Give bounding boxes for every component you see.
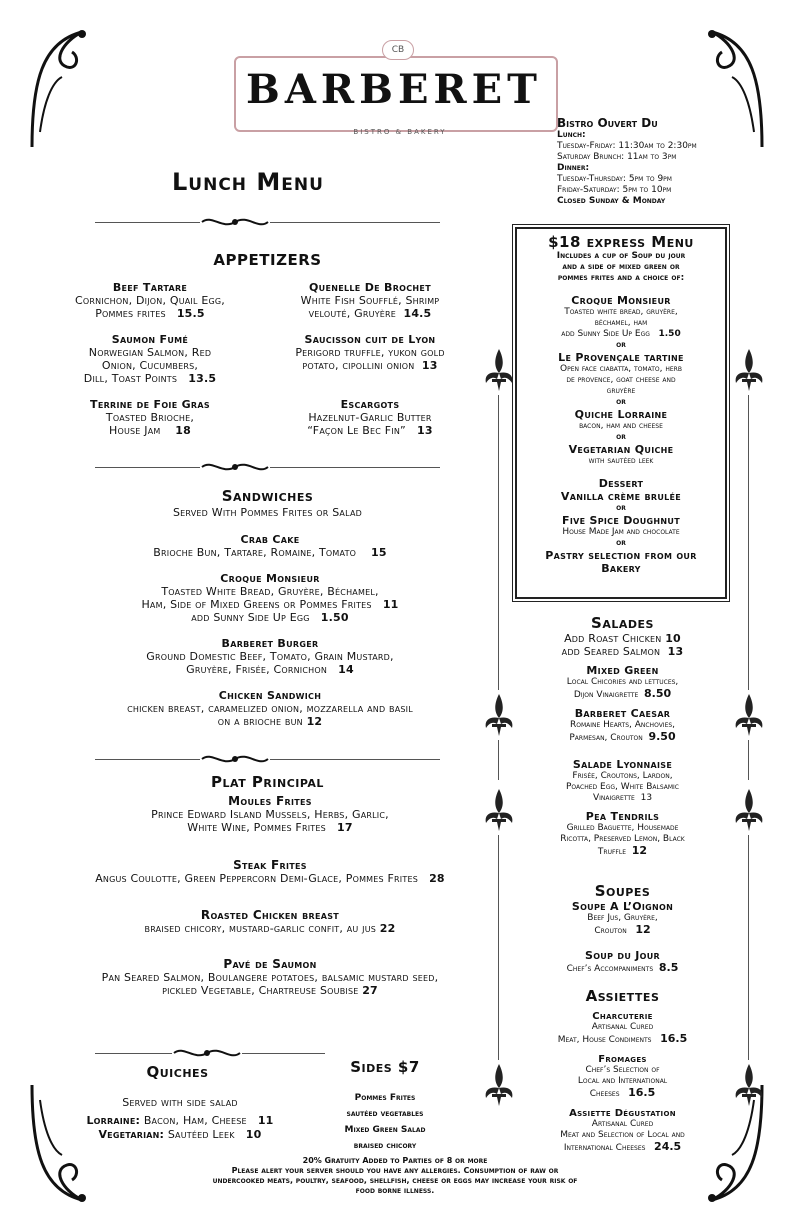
sandwich-price: 15 [370, 546, 387, 559]
sides-heading: Sides $7 [350, 1058, 420, 1076]
logo-name: BARBERET [246, 66, 542, 113]
sandwich-title: Chicken Sandwich [218, 689, 322, 702]
appetizer-desc: Toasted Brioche, [105, 411, 195, 424]
appetizer-title: Quenelle De Brochet [309, 281, 431, 294]
express-item-price: 1.50 [658, 329, 681, 339]
salades-heading: Salades [591, 614, 654, 632]
plat-price: 28 [429, 872, 445, 885]
express-or: or [616, 503, 626, 513]
salade-addon: Add Roast Chicken [564, 632, 662, 645]
quiche-veg-price: 10 [245, 1128, 262, 1141]
express-or: or [616, 432, 626, 442]
express-or: or [616, 397, 626, 407]
sandwich-price: 1.50 [320, 611, 349, 624]
sandwich-desc: Ham, Side of Mixed Greens or Pommes Frites [141, 598, 372, 611]
assiette-desc: Local and International [577, 1076, 668, 1086]
footer-line: 20% Gratuity Added to Parties of 8 or more [302, 1156, 488, 1165]
footer-line: food borne illness. [355, 1186, 435, 1195]
hours-dinner-1: Tuesday-Thursday: 5pm to 9pm [557, 174, 672, 184]
plat-desc: Prince Edward Island Mussels, Herbs, Garlic, [151, 808, 389, 821]
express-item-desc: add Sunny Side Up Egg [561, 329, 650, 339]
quiche-lorraine-price: 11 [257, 1114, 274, 1127]
assiette-desc: Artisanal Cured [591, 1119, 654, 1129]
assiettes-heading: Assiettes [585, 987, 660, 1005]
quiche-vegetarian [40, 1128, 320, 1141]
footer-line: undercooked meats, poultry, seafood, shellfish, cheese or eggs may increase your risk of [212, 1176, 578, 1185]
soupe-title: Soup du Jour [584, 949, 661, 962]
logo-monogram: CB [382, 40, 414, 60]
assiette-title: Fromages [598, 1054, 647, 1065]
express-or: or [616, 538, 626, 548]
appetizer-price: 18 [175, 424, 191, 437]
express-item-title: Le Provençale tartine [558, 351, 684, 364]
salades-column [520, 614, 725, 858]
appetizer-desc: Hazelnut-Garlic Butter [308, 411, 432, 424]
soupes-column [520, 882, 725, 975]
plat-title: Steak Frites [233, 858, 307, 872]
assiette-price: 24.5 [654, 1140, 682, 1153]
sandwich-item [40, 533, 500, 559]
salade-title: Mixed Green [586, 664, 659, 677]
salade-price: 12 [631, 844, 648, 857]
assiette-desc: Meat and Selection of Local and [560, 1130, 685, 1140]
salade-title: Salade Lyonnaise [572, 758, 673, 771]
assiette-desc: International Cheeses [563, 1143, 646, 1153]
vertical-rule [498, 835, 499, 1060]
plat-desc: pickled Vegetable, Chartreuse Soubise [162, 984, 359, 997]
sandwich-desc: on a brioche bun [217, 715, 303, 728]
appetizer-desc: velouté, Gruyère [308, 307, 397, 320]
express-item-desc: de provence, goat cheese and [566, 375, 676, 385]
ornament-icon [172, 1045, 242, 1061]
hours-dinner-2: Friday-Saturday: 5pm to 10pm [557, 185, 672, 195]
express-item-title: Five Spice Doughnut [562, 514, 680, 527]
plat-title: Moules Frites [228, 794, 312, 808]
footer-notice [160, 1156, 630, 1196]
express-item-desc: béchamel, ham [594, 318, 648, 328]
appetizer-item [40, 398, 260, 437]
sandwich-desc: Gruyère, Frisée, Cornichon [186, 663, 328, 676]
vertical-rule [748, 740, 749, 780]
sandwich-title: Croque Monsieur [220, 572, 320, 585]
express-item-title: Quiche Lorraine [574, 408, 668, 421]
salade-desc: Local Chicories and lettuces, [566, 677, 679, 687]
plat-price: 27 [362, 984, 378, 997]
salade-title: Pea Tendrils [585, 810, 660, 823]
hours-closed: Closed Sunday & Monday [557, 196, 666, 206]
soupe-price: 8.5 [658, 961, 679, 974]
appetizer-title: Beef Tartare [112, 281, 188, 294]
salade-addon-price: 13 [667, 645, 684, 658]
hours-dinner-label: Dinner: [557, 163, 590, 173]
appetizer-desc: “Façon Le Bec Fin” [307, 424, 406, 437]
plat-desc: White Wine, Pommes Frites [187, 821, 326, 834]
sandwich-price: 11 [382, 598, 399, 611]
plat-desc: Angus Coulotte, Green Peppercorn Demi-Glace, Pommes Frites [95, 872, 418, 885]
quiches-subtitle: Served with side salad [122, 1096, 238, 1109]
assiette-desc: Meat, House Condiments [557, 1035, 652, 1045]
salade-price: 8.50 [644, 687, 672, 700]
fleur-de-lis-icon [482, 785, 516, 835]
appetizer-price: 14.5 [403, 307, 432, 320]
express-item-desc: with sautéed leek [588, 456, 654, 466]
soupe-desc: Chef’s Accompaniments [566, 964, 654, 974]
express-intro: Includes a cup of Soup du jour [556, 251, 686, 261]
vertical-rule [748, 395, 749, 690]
side-item: sautéed vegetables [346, 1109, 424, 1119]
appetizer-item [40, 333, 260, 385]
plat-desc: Pan Seared Salmon, Boulangere potatoes, balsamic mustard seed, [101, 971, 439, 984]
salade-desc: Vinaigrette [592, 793, 635, 803]
sandwich-item [40, 572, 500, 624]
express-item-desc: Open face ciabatta, tomato, herb [560, 364, 682, 374]
soupe-desc: Crouton [594, 926, 627, 936]
express-item-desc: House Made Jam and chocolate [562, 527, 680, 537]
assiette-price: 16.5 [628, 1086, 656, 1099]
express-intro: pommes frites and a choice of: [557, 273, 685, 283]
hours-lunch-2: Saturday Brunch: 11am to 3pm [557, 152, 677, 162]
ornament-icon [200, 751, 270, 767]
menu-title: Lunch Menu [172, 168, 324, 196]
sandwich-desc: Ground Domestic Beef, Tomato, Grain Mustard, [146, 650, 394, 663]
salade-desc: Grilled Baguette, Housemade [566, 823, 679, 833]
fleur-de-lis-icon [482, 345, 516, 395]
appetizer-title: Terrine de Foie Gras [90, 398, 210, 411]
sandwiches-heading: Sandwiches [221, 487, 314, 505]
plat-title: Roasted Chicken breast [200, 908, 340, 922]
sandwich-item [40, 689, 500, 728]
appetizer-item [40, 281, 260, 320]
soupe-desc: Beef Jus, Gruyère, [587, 913, 658, 923]
soupe-title: Soupe A L’Oignon [571, 900, 674, 913]
appetizer-title: Saucisson cuit de Lyon [304, 333, 436, 346]
plat-title: Pavé de Saumon [223, 957, 317, 971]
salade-price: 9.50 [648, 730, 676, 743]
plat-item [20, 908, 520, 935]
salade-addon-price: 10 [665, 632, 681, 645]
appetizer-desc: Cornichon, Dijon, Quail Egg, [75, 294, 225, 307]
appetizer-price: 15.5 [176, 307, 205, 320]
ornament-icon [200, 459, 270, 475]
appetizers-heading: APPETIZERS [213, 251, 322, 269]
appetizer-desc: Pommes frites [95, 307, 166, 320]
corner-flourish-top-left [22, 22, 92, 152]
express-heading: $18 express Menu [548, 233, 694, 251]
salade-desc: Romaine Hearts, Anchovies, [569, 720, 676, 730]
quiches-heading: Quiches [146, 1063, 209, 1081]
express-item-title: Vegetarian Quiche [568, 443, 674, 456]
sandwich-price: 14 [338, 663, 354, 676]
salade-desc: Truffle [597, 847, 627, 857]
appetizer-item [260, 333, 480, 372]
appetizer-desc: Onion, Cucumbers, [101, 359, 199, 372]
express-item-desc: gruyère [606, 386, 636, 396]
appetizer-desc: Norwegian Salmon, Red [88, 346, 212, 359]
quiche-lorraine-label: Lorraine: [86, 1114, 141, 1127]
salade-price: 13 [640, 793, 653, 803]
salade-desc: Parmesan, Crouton [569, 733, 643, 743]
fleur-de-lis-icon [732, 345, 766, 395]
appetizer-price: 13 [421, 359, 438, 372]
sandwiches-subtitle: Served With Pommes Frites or Salad [173, 506, 362, 519]
soupe-price: 12 [635, 923, 651, 936]
ornament-icon [200, 214, 270, 230]
quiche-veg-desc: Sautéed Leek [167, 1128, 235, 1141]
fleur-de-lis-icon [732, 785, 766, 835]
appetizer-desc: Dill, Toast Points [83, 372, 178, 385]
footer-line: Please alert your server should you have any allergies. Consumption of raw or [231, 1166, 559, 1175]
sandwich-desc: Brioche Bun, Tartare, Romaine, Tomato [153, 546, 357, 559]
assiettes-column [520, 987, 725, 1154]
hours-title: Bistro Ouvert Du [557, 116, 658, 130]
salade-desc: Poached Egg, White Balsamic [565, 782, 679, 792]
vertical-rule [748, 835, 749, 1060]
sandwich-desc: Toasted White Bread, Gruyère, Béchamel, [161, 585, 379, 598]
plat-price: 22 [379, 922, 396, 935]
appetizer-desc: potato, cipollini onion [302, 359, 415, 372]
assiette-title: Assiette Dégustation [569, 1108, 676, 1119]
appetizer-desc: House Jam [109, 424, 161, 437]
express-item-title: Vanilla crème brulée [560, 490, 682, 503]
express-menu-content [515, 233, 727, 575]
fleur-de-lis-icon [482, 690, 516, 740]
appetizer-desc: White Fish Soufflé, Shrimp [300, 294, 440, 307]
assiette-desc: Artisanal Cured [591, 1022, 654, 1032]
express-item-title: Bakery [601, 562, 641, 575]
assiette-title: Charcuterie [592, 1011, 653, 1022]
plat-item [20, 957, 520, 997]
plat-heading: Plat Principal [211, 773, 324, 791]
appetizer-item [260, 398, 480, 437]
sandwich-desc: chicken breast, caramelized onion, mozzarella and basil [127, 702, 413, 715]
express-or: or [616, 340, 626, 350]
salade-desc: Dijon Vinaigrette [573, 690, 639, 700]
plat-desc: braised chicory, mustard-garlic confit, au jus [144, 922, 377, 935]
express-item-desc: bacon, ham and cheese [579, 421, 663, 431]
quiche-lorraine-desc: Bacon, Ham, Cheese [143, 1114, 247, 1127]
appetizer-title: Saumon Fumé [111, 333, 189, 346]
fleur-de-lis-icon [732, 690, 766, 740]
plat-price: 17 [336, 821, 353, 834]
appetizer-item [260, 281, 480, 320]
express-item-title: Croque Monsieur [571, 294, 671, 307]
assiette-price: 16.5 [660, 1032, 688, 1045]
hours-lunch-label: Lunch: [557, 130, 586, 140]
express-intro: and a side of mixed green or [562, 262, 680, 272]
appetizer-desc: Perigord truffle, yukon gold [295, 346, 445, 359]
hours-lunch-1: Tuesday-Friday: 11:30am to 2:30pm [557, 141, 697, 151]
assiette-desc: Chef’s Selection of [585, 1065, 660, 1075]
express-item-title: Pastry selection from our [545, 549, 697, 562]
salade-desc: Ricotta, Preserved Lemon, Black [560, 834, 685, 844]
sandwich-item [40, 637, 500, 676]
sandwich-title: Crab Cake [240, 533, 300, 546]
fleur-de-lis-icon [482, 1060, 516, 1110]
express-item-title: Dessert [598, 477, 644, 490]
fleur-de-lis-icon [732, 1060, 766, 1110]
quiche-veg-label: Vegetarian: [98, 1128, 165, 1141]
hours-block [557, 116, 757, 207]
vertical-rule [498, 395, 499, 690]
assiette-desc: Cheeses [589, 1089, 620, 1099]
appetizer-price: 13 [417, 424, 433, 437]
salade-desc: Frisée, Croutons, Lardon, [572, 771, 673, 781]
appetizer-title: Escargots [340, 398, 400, 411]
sandwich-title: Barberet Burger [221, 637, 319, 650]
side-item: Mixed Green Salad [344, 1125, 426, 1135]
sandwich-desc: add Sunny Side Up Egg [191, 611, 310, 624]
plat-item [20, 858, 520, 885]
plat-item [20, 794, 520, 834]
sandwich-price: 12 [306, 715, 323, 728]
appetizer-price: 13.5 [188, 372, 217, 385]
side-item: braised chicory [353, 1141, 417, 1151]
logo-tagline: BISTRO & BAKERY [353, 128, 447, 136]
salade-addon: add Seared Salmon [561, 645, 661, 658]
sides-list [305, 1090, 465, 1154]
quiche-lorraine [40, 1114, 320, 1127]
salade-title: Barberet Caesar [574, 707, 671, 720]
soupes-heading: Soupes [594, 882, 651, 900]
vertical-rule [498, 740, 499, 780]
side-item: Pommes Frites [354, 1093, 416, 1103]
express-item-desc: Toasted white bread, gruyère, [564, 307, 678, 317]
